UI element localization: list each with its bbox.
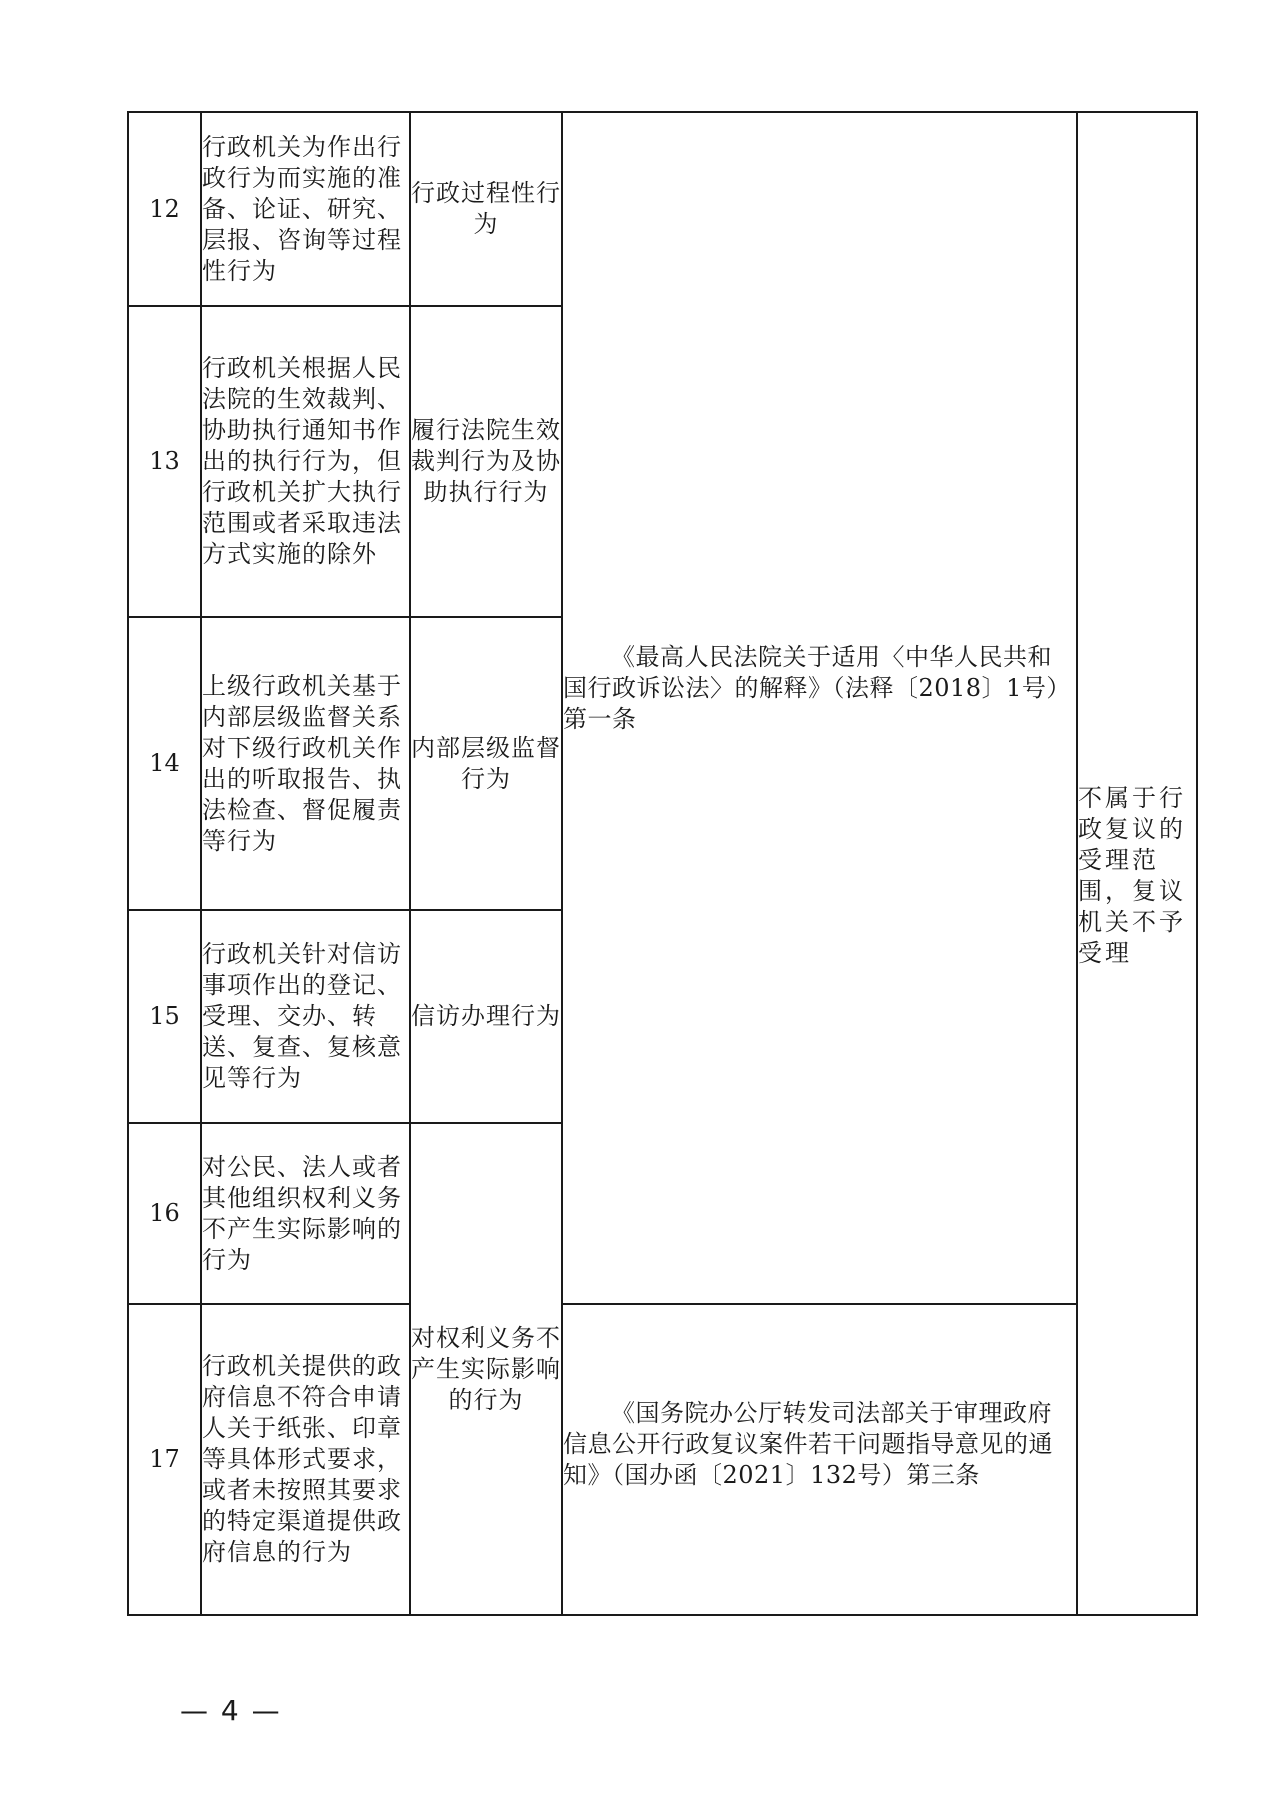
review-scope-table: [127, 111, 1198, 1616]
row-category: 履行法院生效裁判行为及协助执行行为: [410, 306, 562, 617]
row-category: 行政过程性行为: [410, 112, 562, 306]
row-number: 14: [128, 617, 201, 910]
row-category: 内部层级监督行为: [410, 617, 562, 910]
row-number: 16: [128, 1123, 201, 1304]
row-description: 行政机关提供的政府信息不符合申请人关于纸张、印章等具体形式要求，或者未按照其要求的特定渠道提供政府信息的行为: [201, 1304, 410, 1615]
row-number: 12: [128, 112, 201, 306]
review-result-text: 不属于行政复议的受理范围，复议机关不予受理: [1078, 784, 1186, 967]
row-number: 15: [128, 910, 201, 1123]
row-description: 上级行政机关基于内部层级监督关系对下级行政机关作出的听取报告、执法检查、督促履责等行为: [201, 617, 410, 910]
legal-basis-second-text: 《国务院办公厅转发司法部关于审理政府信息公开行政复议案件若干问题指导意见的通知》（国办函〔2021〕132号）第三条: [563, 1399, 1053, 1489]
table-row: [128, 112, 1197, 306]
row-description: 行政机关根据人民法院的生效裁判、协助执行通知书作出的执行行为，但行政机关扩大执行范围或者采取违法方式实施的除外: [201, 306, 410, 617]
row-description: 行政机关针对信访事项作出的登记、受理、交办、转送、复查、复核意见等行为: [201, 910, 410, 1123]
row-number: 13: [128, 306, 201, 617]
row-description: 对公民、法人或者其他组织权利义务不产生实际影响的行为: [201, 1123, 410, 1304]
legal-basis-second: [562, 1304, 1077, 1615]
table-row: [128, 1304, 1197, 1615]
row-category: 信访办理行为: [410, 910, 562, 1123]
page-number: — 4 —: [180, 1694, 282, 1727]
legal-basis-first-text: 《最高人民法院关于适用〈中华人民共和国行政诉讼法〉的解释》（法释〔2018〕1号）第一条: [563, 642, 1071, 733]
legal-basis-first: [562, 112, 1077, 1304]
row-description: 行政机关为作出行政行为而实施的准备、论证、研究、层报、咨询等过程性行为: [201, 112, 410, 306]
row-category: 对权利义务不产生实际影响的行为: [410, 1123, 562, 1615]
review-result: [1077, 112, 1197, 1615]
row-number: 17: [128, 1304, 201, 1615]
